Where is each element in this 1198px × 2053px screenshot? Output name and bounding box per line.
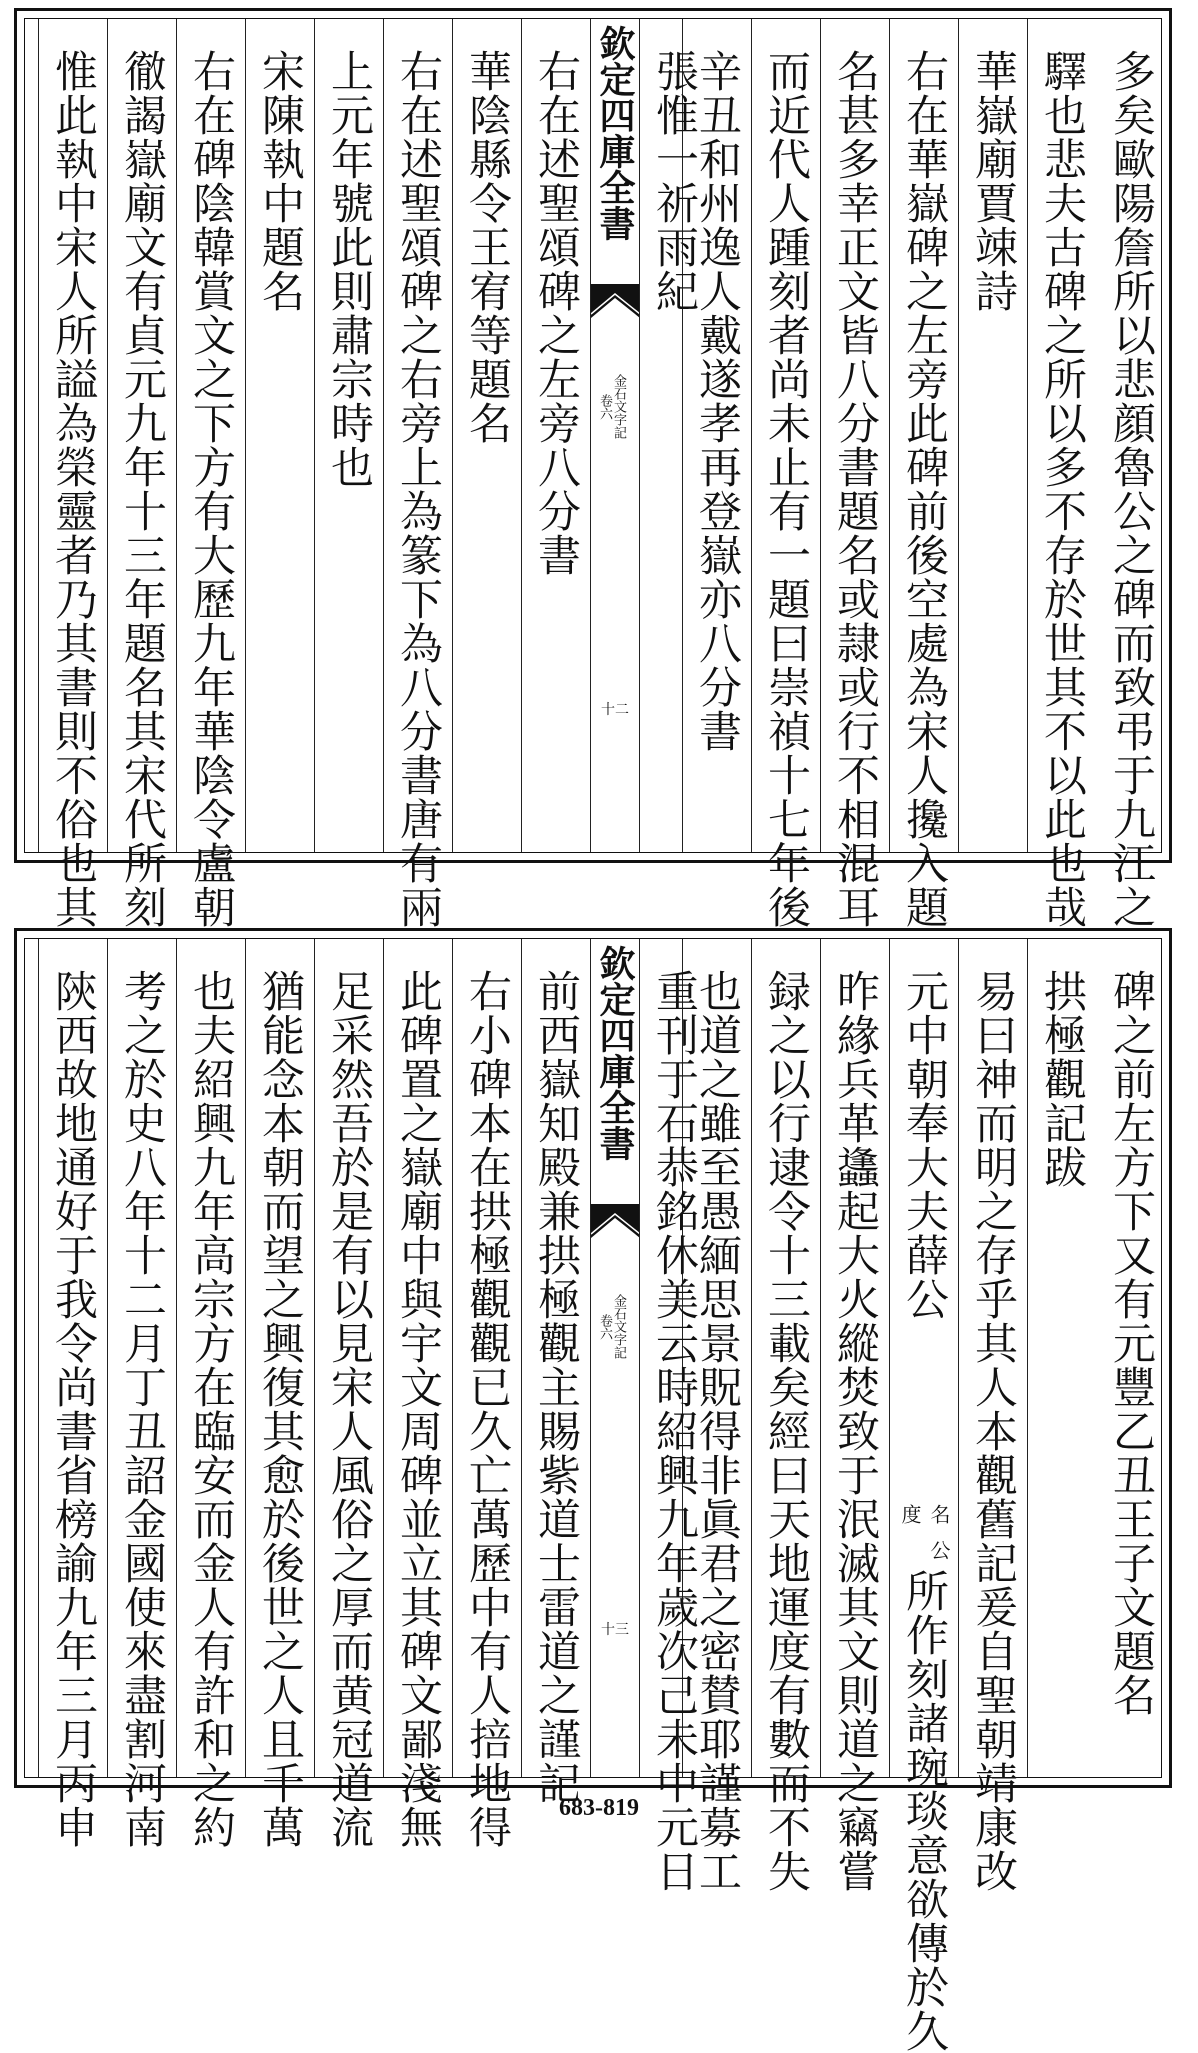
text-column xyxy=(107,19,176,929)
top-page-frame xyxy=(24,18,1162,929)
column-text: 也道之雖至愚緬思景貺得非眞君之密賛耶謹募工 xyxy=(692,969,742,1893)
text-column xyxy=(889,19,958,929)
center-gutter xyxy=(590,19,639,852)
column-text: 猶能念本朝而望之興復其愈於後世之人且千萬 xyxy=(255,969,305,1849)
text-column xyxy=(1096,19,1165,929)
text-column xyxy=(245,19,314,852)
text-column xyxy=(383,939,452,1849)
text-column xyxy=(1027,939,1096,1777)
text-column xyxy=(176,939,245,1849)
top-page-panel xyxy=(14,8,1172,929)
center-gutter xyxy=(590,939,639,1777)
text-column xyxy=(107,939,176,1849)
column-text: 驛也悲夫古碑之所以多不存於世其不以此也哉 xyxy=(1037,49,1087,929)
column-text: 碑之前左方下又有元豐乙丑王子文題名 xyxy=(1106,969,1156,1717)
column-text: 惟此執中宋人所謚為榮靈者乃其書則不俗也其 xyxy=(48,49,98,929)
column-text: 易曰神而明之存乎其人本觀舊記爰自聖朝靖康改 xyxy=(968,969,1018,1893)
column-text: 宋陳執中題名 xyxy=(255,49,305,313)
column-text: 右在述聖頌碑之左旁八分書 xyxy=(531,49,581,577)
column-text: 辛丑和州逸人戴遂孝再登嶽亦八分書 xyxy=(692,49,742,753)
column-text: 拱極觀記跋 xyxy=(1037,969,1087,1189)
text-column xyxy=(820,19,889,929)
volume-label: 卷六 xyxy=(597,394,612,420)
column-text: 也夫紹興九年高宗方在臨安而金人有許和之約 xyxy=(186,969,236,1849)
text-column xyxy=(521,939,590,1805)
page-number: 十二 xyxy=(601,702,629,718)
text-column xyxy=(1096,939,1165,1777)
column-text: 華嶽廟賈竦詩 xyxy=(968,49,1018,313)
text-column xyxy=(38,19,107,929)
volume-label: 卷六 xyxy=(597,1314,612,1340)
fish-tail-mark xyxy=(591,1204,639,1238)
text-column xyxy=(958,19,1027,852)
text-column xyxy=(751,939,820,1893)
page-number: 十三 xyxy=(601,1622,629,1638)
column-text: 上元年號此則肅宗時也 xyxy=(324,49,374,489)
column-text: 右在華嶽碑之左旁此碑前後空處為宋人攙入題 xyxy=(899,49,949,929)
text-column xyxy=(452,19,521,852)
book-title: 欽定四庫全書 xyxy=(594,945,636,1161)
column-text: 陝西故地通好于我令尚書省榜諭九年三月丙申 xyxy=(48,969,98,1849)
fish-tail-mark xyxy=(591,284,639,318)
column-text: 多矣歐陽詹所以悲顔魯公之碑而致弔于九江之 xyxy=(1106,49,1156,929)
text-column xyxy=(1027,19,1096,929)
text-column xyxy=(751,19,820,929)
text-column xyxy=(521,19,590,852)
page-footer-number: 683-819 xyxy=(559,1795,639,1821)
text-column xyxy=(889,939,958,2053)
text-column xyxy=(314,19,383,852)
note-text-left: 度 xyxy=(898,1504,922,1524)
text-column xyxy=(176,19,245,929)
column-text: 足采然吾於是有以見宋人風俗之厚而黄冠道流 xyxy=(324,969,374,1849)
column-text: 考之於史八年十二月丁丑詔金國使來盡割河南 xyxy=(117,969,167,1849)
text-column xyxy=(820,939,889,1893)
text-column xyxy=(639,939,708,1893)
column-text: 前西嶽知殿兼拱極觀主賜紫道士雷道之謹記 xyxy=(531,969,581,1805)
column-text: 華陰縣令王宥等題名 xyxy=(462,49,512,445)
column-text: 名甚多幸正文皆八分書題名或隷或行不相混耳 xyxy=(830,49,880,929)
text-column xyxy=(452,939,521,1849)
column-text: 張惟一祈雨紀 xyxy=(649,49,699,313)
text-column xyxy=(245,939,314,1849)
column-text: 録之以行逮令十三載矣經曰天地運度有數而不失 xyxy=(761,969,811,1893)
column-text: 昨緣兵革蠭起大火縱焚致于泯滅其文則道之竊嘗 xyxy=(830,969,880,1893)
source-title: 金石文字記 xyxy=(611,1294,626,1359)
book-title: 欽定四庫全書 xyxy=(594,25,636,241)
column-text: 元中朝奉大夫薛公 xyxy=(899,969,949,1321)
column-text: 右在碑陰韓賞文之下方有大歷九年華陰令盧朝 xyxy=(186,49,236,929)
text-column xyxy=(314,939,383,1849)
source-title: 金石文字記 xyxy=(611,374,626,439)
text-column xyxy=(38,939,107,1849)
column-text: 此碑置之嶽廟中與宇文周碑並立其碑文鄙淺無 xyxy=(393,969,443,1849)
column-text: 右小碑本在拱極觀觀已久亡萬歷中有人掊地得 xyxy=(462,969,512,1849)
column-text: 右在述聖頌碑之右旁上為篆下為八分書唐有兩 xyxy=(393,49,443,929)
text-column xyxy=(383,19,452,929)
text-column xyxy=(958,939,1027,1893)
note-text-right: 名 xyxy=(927,1504,951,1524)
column-text: 徹謁嶽廟文有貞元九年十三年題名其宋代所刻 xyxy=(117,49,167,929)
column-text: 所作刻諸琬琰意欲傳於久 xyxy=(899,1569,949,2053)
column-text: 而近代人踵刻者尚未止有一題曰崇禎十七年後 xyxy=(761,49,811,929)
column-text: 重刊于石恭銘休美云時紹興九年歲次己未中元日 xyxy=(649,969,699,1893)
note-text-gong: 公 xyxy=(927,1540,951,1560)
text-column xyxy=(639,19,708,852)
